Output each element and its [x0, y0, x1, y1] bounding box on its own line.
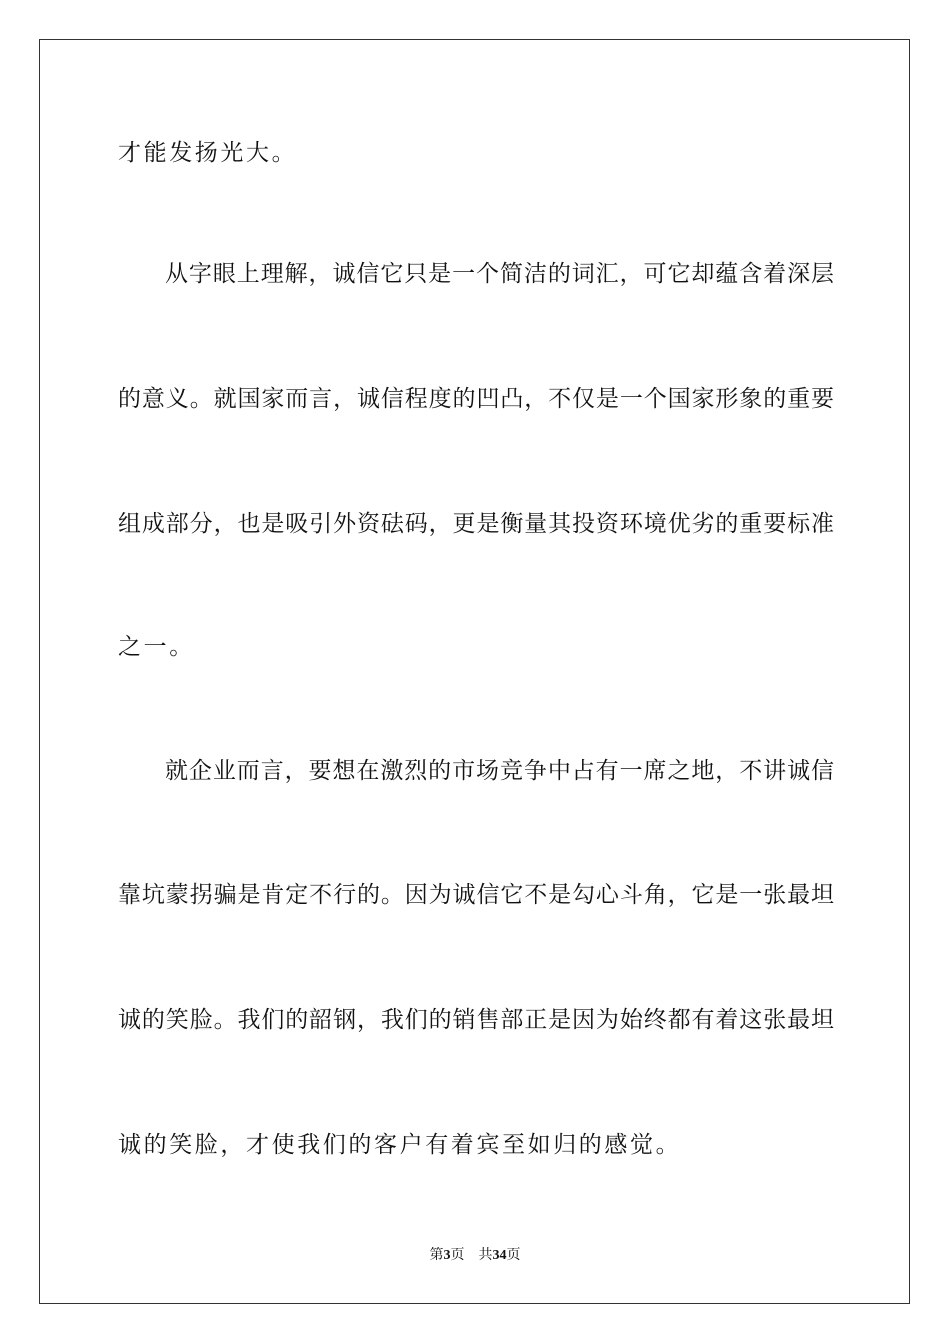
footer-total-prefix: 共 [478, 1248, 493, 1263]
page-frame [39, 39, 910, 1304]
footer-page-current: 3 [443, 1248, 451, 1263]
paragraph-line-6: 就企业而言，要想在激烈的市场竞争中占有一席之地，不讲诚信 [165, 758, 834, 784]
footer-page-unit: 页 [450, 1248, 465, 1263]
paragraph-line-2: 从字眼上理解，诚信它只是一个简洁的词汇，可它却蕴含着深层 [165, 261, 834, 287]
footer-page-prefix: 第 [429, 1248, 444, 1263]
footer-total-unit: 页 [506, 1248, 521, 1263]
footer-page-total: 34 [492, 1248, 507, 1263]
paragraph-line-7: 靠坑蒙拐骗是肯定不行的。因为诚信它不是勾心斗角，它是一张最坦 [118, 882, 834, 908]
paragraph-line-8: 诚的笑脸。我们的韶钢，我们的销售部正是因为始终都有着这张最坦 [118, 1007, 834, 1033]
paragraph-line-5: 之一。 [118, 634, 195, 660]
page-footer [0, 1247, 950, 1265]
paragraph-line-9: 诚的笑脸，才使我们的客户有着宾至如归的感觉。 [118, 1132, 682, 1158]
paragraph-line-4: 组成部分，也是吸引外资砝码，更是衡量其投资环境优劣的重要标准 [118, 511, 834, 537]
paragraph-line-3: 的意义。就国家而言，诚信程度的凹凸，不仅是一个国家形象的重要 [118, 386, 834, 412]
paragraph-line-1: 才能发扬光大。 [118, 140, 298, 166]
